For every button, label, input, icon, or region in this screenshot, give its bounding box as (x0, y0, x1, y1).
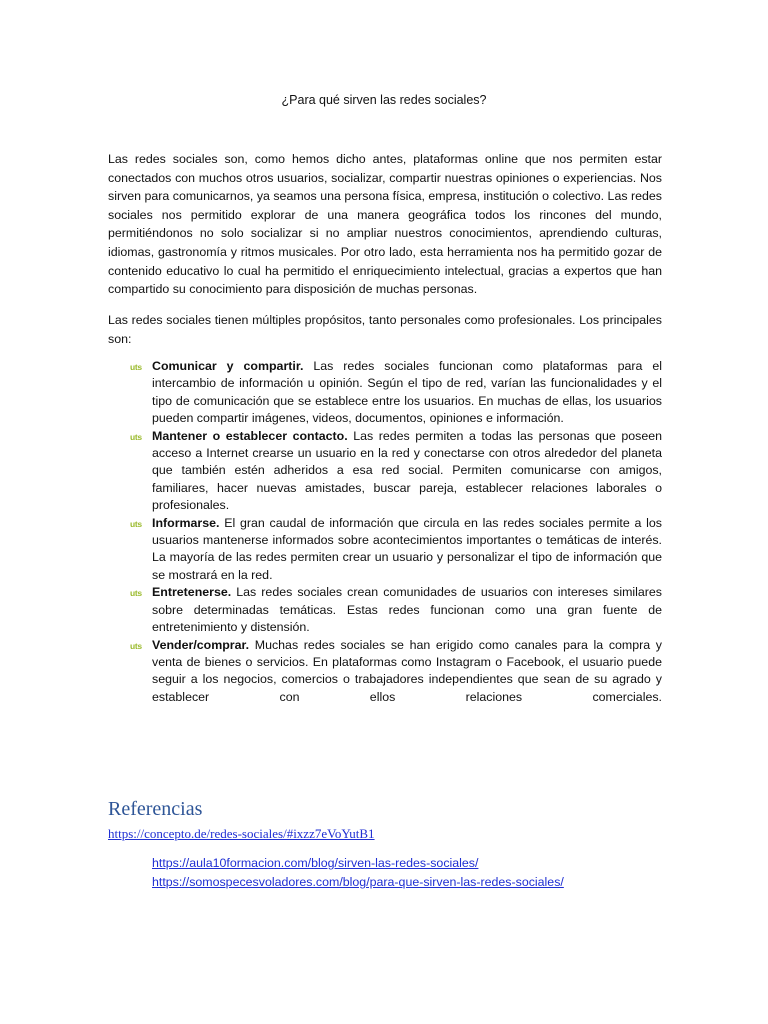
bullet-marker-icon: uts (130, 640, 142, 651)
reference-link-somospeces[interactable]: https://somospecesvoladores.com/blog/para-que-sirven-las-redes-sociales/ (152, 875, 564, 889)
bullet-marker-icon: uts (130, 362, 142, 372)
purpose-term: Entretenerse. (152, 585, 232, 600)
purpose-term: Comunicar y compartir. (152, 359, 304, 373)
references-heading: Referencias (108, 798, 203, 820)
purpose-text: Las redes sociales funcionan como plataformas para el intercambio de información u opinión. Según el tipo de red, varían las funcionalidades y el tipo de comunicación que se establece entre los usuarios. En muchas de ellas, los usuarios pueden compartir imágenes, videos, documentos, opiniones e información. (152, 359, 662, 426)
list-item (130, 637, 662, 707)
bullet-marker-icon: uts (130, 518, 142, 529)
purposes-list (130, 358, 662, 706)
reference-link-aula10[interactable]: https://aula10formacion.com/blog/sirven-las-redes-sociales/ (152, 856, 479, 870)
bullet-marker-icon: uts (130, 588, 142, 599)
purpose-text: El gran caudal de información que circula en las redes sociales permite a los usuarios mantenerse informados sobre acontecimientos importantes o temáticas de interés. La mayoría de las redes permiten crear un usuario y personalizar el tipo de información que se mostrará en la red. (152, 515, 662, 582)
purpose-text: Las redes sociales crean comunidades de usuarios con intereses similares sobre determinadas temáticas. Estas redes funcionan como una gran fuente de entretenimiento y distensión. (152, 585, 662, 635)
purpose-text: Las redes permiten a todas las personas que poseen acceso a Internet crearse un usuario en la red y conectarse con otros alrededor del planeta que también estén adheridos a esa red social. Permiten comunicarse con amigos, familiares, hacer nuevas amistades, buscar pareja, establecer relaciones laborales o profesionales. (152, 428, 663, 513)
list-item (130, 358, 662, 428)
reference-link-concepto[interactable]: https://concepto.de/redes-sociales/#ixzz7eVoYutB1 (108, 826, 375, 841)
intro-paragraph: Las redes sociales son, como hemos dicho antes, plataformas online que nos permiten estar conectados con muchos otros usuarios, socializar, compartir nuestras opiniones o experiencias. Nos sirven para comunicarnos, ya seamos una persona física, empresa, institución o colectivo. Las redes sociales nos permitido explorar de una manera geográfica todos los rincones del mundo, permitiéndonos no solo socializar si no ampliar nuestros conocimientos, aprendiendo culturas, idiomas, gastronomía y ritmos musicales. Por otro lado, esta herramienta nos ha permitido gozar de contenido educativo lo cual ha permitido el enriquecimiento intelectual, gracias a expertos que han compartido su conocimiento para disposición de muchas personas. (108, 152, 662, 297)
bullet-marker-icon: uts (130, 431, 142, 442)
purpose-text: Muchas redes sociales se han erigido como canales para la compra y venta de bienes o servicios. En plataformas como Instagram o Facebook, el usuario puede seguir a los negocios, comercios o trabajadores independientes que sean de su agrado y establecer con ellos relaciones comerciales. (152, 637, 662, 704)
purpose-term: Informarse. (152, 515, 220, 530)
purposes-intro-paragraph: Las redes sociales tienen múltiples propósitos, tanto personales como profesionales. Los principales son: (108, 313, 662, 346)
list-item (130, 515, 662, 585)
purpose-term: Mantener o establecer contacto. (152, 428, 348, 443)
list-item (130, 428, 662, 515)
list-item (130, 584, 662, 636)
page-title: ¿Para qué sirven las redes sociales? (281, 93, 487, 107)
purpose-term: Vender/comprar. (152, 637, 250, 652)
